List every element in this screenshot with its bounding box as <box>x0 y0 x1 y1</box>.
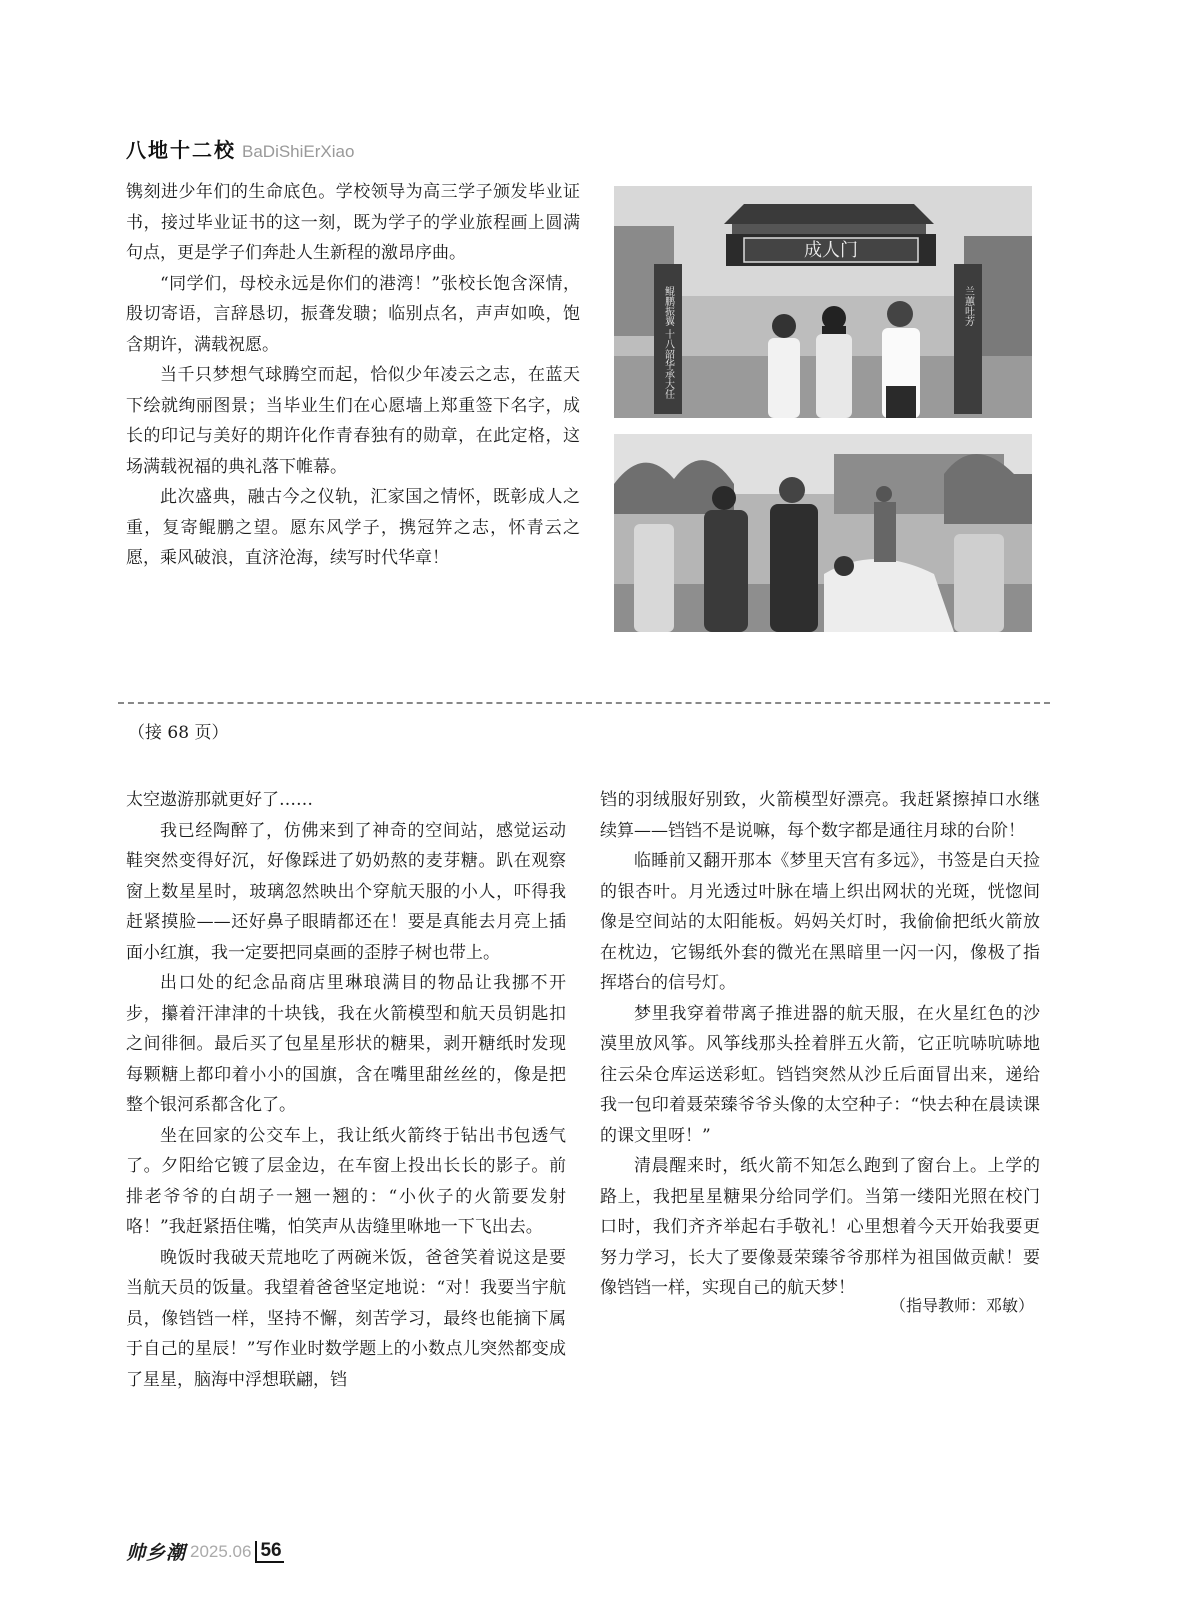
paragraph: 坐在回家的公交车上，我让纸火箭终于钻出书包透气了。夕阳给它镀了层金边，在车窗上投出长长的影子。前排老爷爷的白胡子一翘一翘的：“小伙子的火箭要发射咯！”我赶紧捂住嘴，怕笑声从齿缝里咻地一下飞出去。 <box>126 1125 566 1237</box>
gate-photo <box>614 186 1032 418</box>
gate-photo-svg <box>614 186 1032 418</box>
section-divider <box>118 702 1050 704</box>
paragraph: 我已经陶醉了，仿佛来到了神奇的空间站，感觉运动鞋突然变得好沉，好像踩进了奶奶熬的麦芽糖。趴在观察窗上数星星时，玻璃忽然映出个穿航天服的小人，吓得我赶紧摸脸——还好鼻子眼睛都还在！要是真能去月亮上插面小红旗，我一定要把同桌画的歪脖子树也带上。 <box>126 820 566 963</box>
gate-sign-text: 成人门 <box>804 240 858 261</box>
paragraph: “同学们，母校永远是你们的港湾！”张校长饱含深情，殷切寄语，言辞恳切，振聋发聩；临别点名，声声如唤，饱含期许，满载祝愿。 <box>126 273 580 355</box>
page-footer <box>126 1538 284 1565</box>
magazine-name: 帅乡潮 <box>126 1542 187 1564</box>
paragraph: 太空遨游那就更好了…… <box>126 790 313 810</box>
top-article <box>126 177 580 574</box>
bottom-article-right <box>600 785 1040 1304</box>
ceremony-photo-svg <box>614 434 1032 632</box>
paragraph: 晚饭时我破天荒地吃了两碗米饭，爸爸笑着说这是要当航天员的饭量。我望着爸爸坚定地说：“对！我要当宇航员，像铛铛一样，坚持不懈，刻苦学习，最终也能摘下属于自己的星辰！”写作业时数学题上的小数点儿突然都变成了星星，脑海中浮想联翩，铛 <box>126 1247 566 1390</box>
bottom-article-left <box>126 785 566 1395</box>
paragraph: 此次盛典，融古今之仪轨，汇家国之情怀，既彰成人之重，复寄鲲鹏之望。愿东风学子，携冠笄之志，怀青云之愿，乘风破浪，直济沧海，续写时代华章！ <box>126 487 580 568</box>
paragraph: 出口处的纪念品商店里琳琅满目的物品让我挪不开步，攥着汗津津的十块钱，我在火箭模型和航天员钥匙扣之间徘徊。最后买了包星星形状的糖果，剥开糖纸时发现每颗糖上都印着小小的国旗，含在嘴里甜丝丝的，像是把整个银河系都含化了。 <box>126 973 566 1115</box>
paragraph: 梦里我穿着带离子推进器的航天服，在火星红色的沙漠里放风筝。风筝线那头拴着胖五火箭，它正吭哧吭哧地往云朵仓库运送彩虹。铛铛突然从沙丘后面冒出来，递给我一包印着聂荣臻爷爷头像的太空种子：“快去种在晨读课的课文里呀！” <box>600 1003 1040 1146</box>
teacher-credit: （指导教师：邓敏） <box>890 1296 1035 1315</box>
ceremony-photo <box>614 434 1032 632</box>
page-number: 56 <box>255 1541 283 1563</box>
paragraph: 镌刻进少年们的生命底色。学校领导为高三学子颁发毕业证书，接过毕业证书的这一刻，既为学子的学业旅程画上圆满句点，更是学子们奔赴人生新程的激昂序曲。 <box>126 182 580 263</box>
issue-date: 2025.06 <box>190 1541 252 1561</box>
paragraph: 临睡前又翻开那本《梦里天宫有多远》，书签是白天捡的银杏叶。月光透过叶脉在墙上织出网状的光斑，恍惚间像是空间站的太阳能板。妈妈关灯时，我偷偷把纸火箭放在枕边，它锡纸外套的微光在黑暗里一闪一闪，像极了指挥塔台的信号灯。 <box>600 851 1040 993</box>
continuation-note: （接 68 页） <box>128 723 229 743</box>
section-header <box>126 134 354 163</box>
right-banner-text: 兰蕙吐芳 <box>962 286 974 326</box>
paragraph: 当千只梦想气球腾空而起，恰似少年凌云之志，在蓝天下绘就绚丽图景；当毕业生们在心愿墙上郑重签下名字，成长的印记与美好的期许化作青春独有的勋章，在此定格，这场满载祝福的典礼落下帷幕。 <box>126 365 580 477</box>
section-title-pinyin: BaDiShiErXiao <box>242 142 355 161</box>
section-title: 八地十二校 <box>126 138 236 162</box>
left-banner-text: 鲲鹏振翼 十八韶华承大任 <box>662 286 674 400</box>
paragraph: 清晨醒来时，纸火箭不知怎么跑到了窗台上。上学的路上，我把星星糖果分给同学们。当第一缕阳光照在校门口时，我们齐齐举起右手敬礼！心里想着今天开始我要更努力学习，长大了要像聂荣臻爷爷那样为祖国做贡献！要像铛铛一样，实现自己的航天梦！ <box>600 1156 1040 1298</box>
paragraph: 铛的羽绒服好别致，火箭模型好漂亮。我赶紧擦掉口水继续算——铛铛不是说嘛，每个数字都是通往月球的台阶！ <box>600 790 1040 841</box>
